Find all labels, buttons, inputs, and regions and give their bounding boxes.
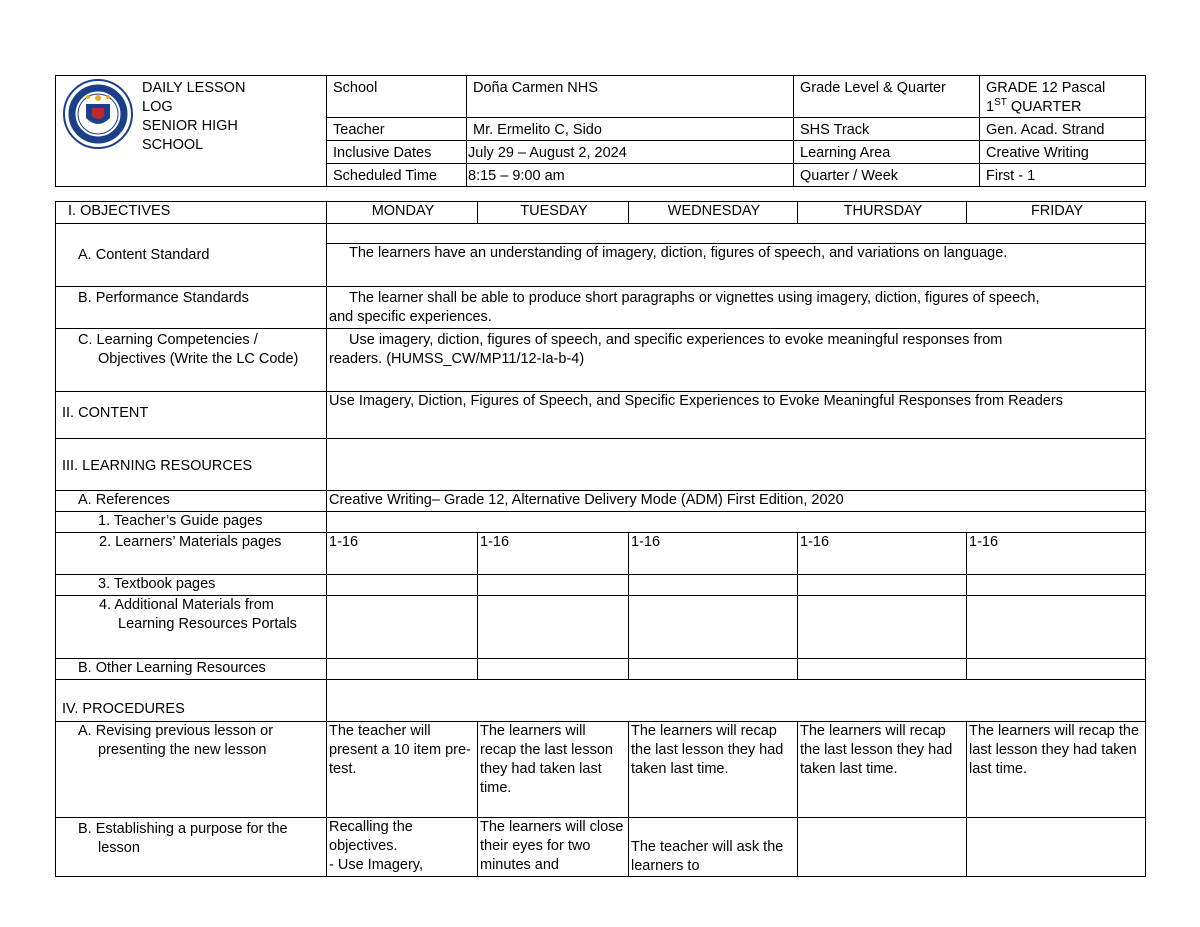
textbook-label: 3. Textbook pages (56, 575, 327, 596)
objectives-heading: I. OBJECTIVES (56, 202, 327, 224)
procedures-heading: IV. PROCEDURES (56, 680, 327, 722)
day-header: TUESDAY (478, 202, 629, 224)
title-line: SCHOOL (142, 137, 204, 153)
lesson-table (55, 201, 1146, 877)
day-header: WEDNESDAY (629, 202, 798, 224)
area-label: Learning Area (794, 141, 980, 164)
blank-cell (327, 512, 1146, 533)
grade-value: GRADE 12 Pascal 1ST QUARTER (980, 76, 1146, 118)
teacher-value: Mr. Ermelito C, Sido (467, 118, 794, 141)
tg-label: 1. Teacher’s Guide pages (56, 512, 327, 533)
competency-label: C. Learning Competencies / Objectives (Write the LC Code) (56, 329, 327, 392)
competency-text: Use imagery, diction, figures of speech, and specific experiences to evoke meaningful responses from readers. (HUMSS_CW/MP11/12-Ia-b-4) (327, 329, 1146, 392)
references-text: Creative Writing– Grade 12, Alternative Delivery Mode (ADM) First Edition, 2020 (327, 491, 1146, 512)
procedure-b-value: The learners will close their eyes for two minutes and (478, 818, 629, 877)
header-title-cell (56, 76, 327, 187)
title-line: DAILY LESSON (142, 80, 246, 96)
track-value: Gen. Acad. Strand (980, 118, 1146, 141)
lm-value: 1-16 (478, 533, 629, 575)
content-text: Use Imagery, Diction, Figures of Speech, and Specific Experiences to Evoke Meaningful Responses from Readers (327, 392, 1146, 439)
resources-heading: III. LEARNING RESOURCES (56, 439, 327, 491)
lm-value: 1-16 (967, 533, 1146, 575)
dates-label: Inclusive Dates (327, 141, 467, 164)
procedure-a-value: The teacher will present a 10 item pre-test. (327, 722, 478, 818)
dates-value: July 29 – August 2, 2024 (467, 141, 794, 164)
procedure-a-value: The learners will recap the last lesson they had taken last time. (629, 722, 798, 818)
procedure-b-value: Recalling the objectives. - Use Imagery, (327, 818, 478, 877)
day-header: THURSDAY (798, 202, 967, 224)
time-label: Scheduled Time (327, 164, 467, 187)
school-label: School (327, 76, 467, 118)
day-header: FRIDAY (967, 202, 1146, 224)
area-value: Creative Writing (980, 141, 1146, 164)
procedure-a-label: A. Revising previous lesson or presenting the new lesson (56, 722, 327, 818)
title-line: LOG (142, 99, 173, 115)
procedure-b-value: The teacher will ask the learners to (629, 818, 798, 877)
performance-label: B. Performance Standards (56, 287, 327, 329)
lm-label: 2. Learners’ Materials pages (56, 533, 327, 575)
grade-label: Grade Level & Quarter (794, 76, 980, 118)
time-value: 8:15 – 9:00 am (467, 164, 794, 187)
additional-label: 4. Additional Materials from Learning Resources Portals (56, 596, 327, 659)
references-label: A. References (56, 491, 327, 512)
week-label: Quarter / Week (794, 164, 980, 187)
other-resources-label: B. Other Learning Resources (56, 659, 327, 680)
content-standard-text: The learners have an understanding of imagery, diction, figures of speech, and variations on language. (327, 244, 1146, 287)
content-standard-label: A. Content Standard (56, 224, 327, 287)
week-value: First - 1 (980, 164, 1146, 187)
procedure-a-value: The learners will recap the last lesson they had taken last time. (798, 722, 967, 818)
track-label: SHS Track (794, 118, 980, 141)
blank-cell (327, 224, 1146, 244)
lm-value: 1-16 (327, 533, 478, 575)
lm-value: 1-16 (629, 533, 798, 575)
performance-text: The learner shall be able to produce short paragraphs or vignettes using imagery, diction, figures of speech, and specific experiences. (327, 287, 1146, 329)
lm-value: 1-16 (798, 533, 967, 575)
title-line: SENIOR HIGH (142, 118, 238, 134)
day-header: MONDAY (327, 202, 478, 224)
header-table (55, 75, 1146, 187)
deped-seal-icon (62, 78, 134, 150)
blank-cell (327, 439, 1146, 491)
procedure-b-label: B. Establishing a purpose for the lesson (56, 818, 327, 877)
procedure-a-value: The learners will recap the last lesson they had taken last time. (478, 722, 629, 818)
blank-cell (327, 680, 1146, 722)
teacher-label: Teacher (327, 118, 467, 141)
procedure-a-value: The learners will recap the last lesson they had taken last time. (967, 722, 1146, 818)
school-value: Doña Carmen NHS (467, 76, 794, 118)
content-label: II. CONTENT (56, 392, 327, 439)
